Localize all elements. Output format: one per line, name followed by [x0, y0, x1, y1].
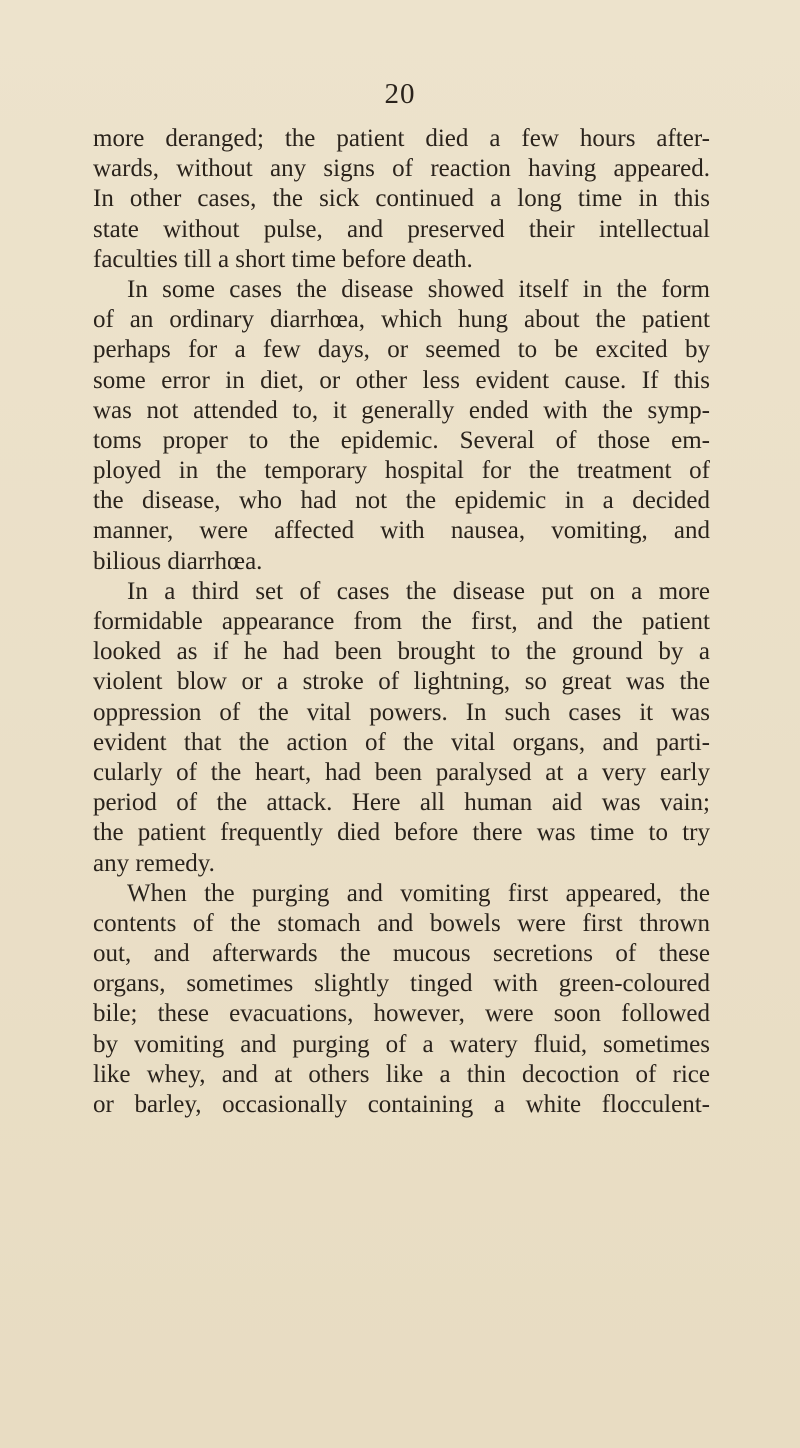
text-line: In a third set of cases the disease put on a more: [127, 577, 710, 605]
text-line: evident that the action of the vital organs, and parti-: [93, 728, 710, 756]
text-line: out, and afterwards the mucous secretions of these: [93, 940, 710, 968]
text-line: was not attended to, it generally ended with the symp-: [93, 396, 710, 424]
text-line: some error in diet, or other less evident cause. If this: [93, 366, 710, 394]
text-line: cularly of the heart, had been paralysed at a very early: [93, 758, 710, 786]
text-line: by vomiting and purging of a watery fluid, sometimes: [93, 1030, 710, 1058]
text-line: of an ordinary diarrhœa, which hung about the patient: [93, 306, 710, 334]
text-line: more deranged; the patient died a few hours after-: [93, 125, 710, 152]
text-line: violent blow or a stroke of lightning, so great was the: [93, 668, 710, 696]
text-line: like whey, and at others like a thin decoction of rice: [93, 1060, 710, 1088]
text-line: the disease, who had not the epidemic in a decided: [93, 487, 710, 515]
text-line: looked as if he had been brought to the ground by a: [93, 638, 710, 666]
text-line: manner, were affected with nausea, vomiting, and: [93, 517, 710, 545]
text-line: wards, without any signs of reaction having appeared.: [93, 155, 710, 183]
text-line: the patient frequently died before there was time to try: [93, 819, 710, 847]
text-line: or barley, occasionally containing a white flocculent-: [93, 1091, 710, 1118]
text-line: bilious diarrhœa.: [93, 547, 263, 575]
page-number: 20: [384, 78, 416, 110]
text-line: bile; these evacuations, however, were soon followed: [93, 1000, 710, 1028]
text-line: any remedy.: [93, 849, 215, 877]
text-line: In other cases, the sick continued a long time in this: [93, 185, 710, 213]
text-line: faculties till a short time before death.: [93, 245, 473, 273]
text-line: contents of the stomach and bowels were first thrown: [93, 909, 710, 937]
text-line: formidable appearance from the first, and the patient: [93, 608, 710, 635]
text-line: ployed in the temporary hospital for the treatment of: [93, 457, 710, 485]
text-line: When the purging and vomiting first appeared, the: [127, 879, 710, 907]
text-line: state without pulse, and preserved their intellectual: [93, 215, 710, 243]
text-line: In some cases the disease showed itself in the form: [127, 275, 710, 303]
body-text: [93, 124, 710, 1120]
text-line: oppression of the vital powers. In such cases it was: [93, 698, 710, 726]
text-line: toms proper to the epidemic. Several of those em-: [93, 426, 710, 454]
text-line: period of the attack. Here all human aid was vain;: [93, 789, 710, 817]
text-line: perhaps for a few days, or seemed to be excited by: [93, 336, 710, 364]
text-line: organs, sometimes slightly tinged with green-coloured: [93, 970, 710, 998]
